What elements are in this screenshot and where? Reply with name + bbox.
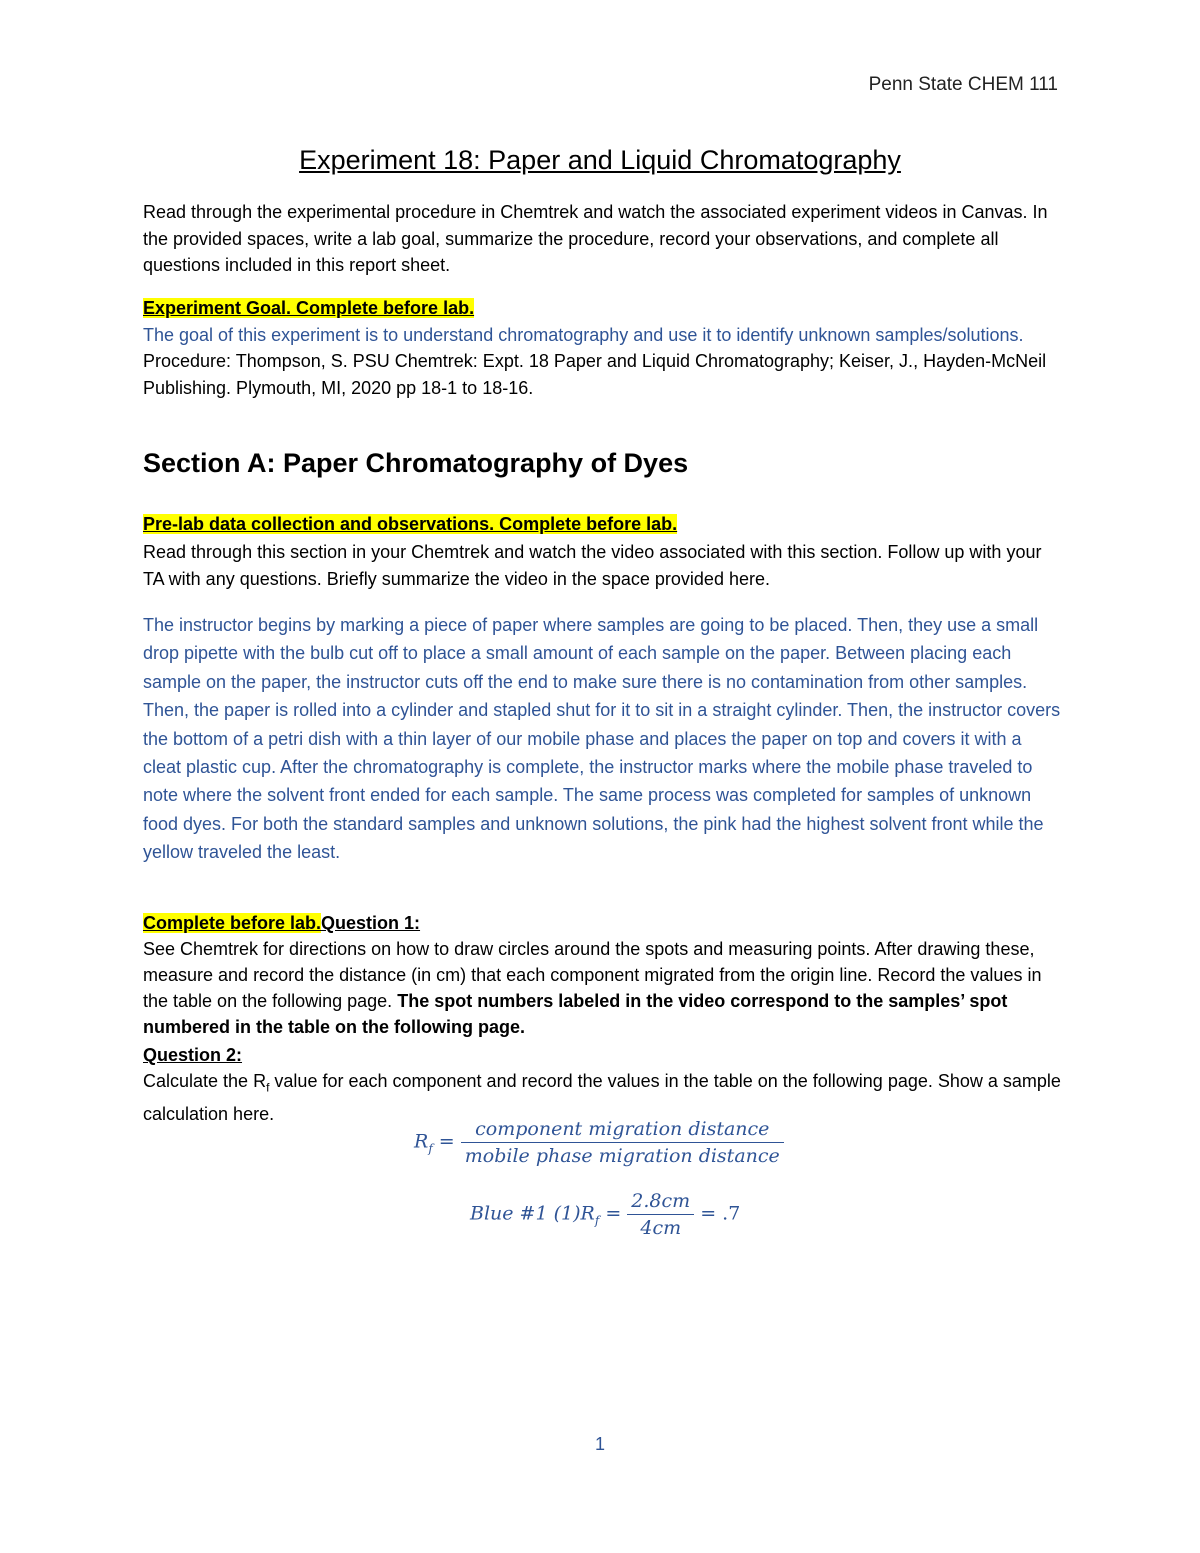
- q1-bold-text: The spot numbers labeled in the video correspond to the samples’ spot numbered in the table on the following page.: [143, 991, 1008, 1037]
- calc-equals: =: [599, 1202, 622, 1225]
- video-summary: The instructor begins by marking a piece of paper where samples are going to be placed. Then, they use a small drop pipette with the bulb cut off to place a small amount of each sample on the paper. Between placing each sample on the paper, the instructor cuts off the end to make sure there is no contamination from other samples. Then, the paper is rolled into a cylinder and stapled shut for it to sit in a straight cylinder. Then, the instructor covers the bottom of a petri dish with a thin layer of our mobile phase and places the paper on top and covers it with a cleat plastic cup. After the chromatography is complete, the instructor marks where the mobile phase traveled to note where the solvent front ended for each sample. The same process was completed for samples of unknown food dyes. For both the standard samples and unknown solutions, the pink had the highest solvent front while the yellow traveled the least.: [143, 615, 1061, 863]
- q2-label: Question 2:: [143, 1045, 243, 1065]
- goal-block: [143, 295, 1063, 401]
- q2-subscript: f: [266, 1080, 270, 1095]
- page-number: 1: [594, 1434, 605, 1454]
- goal-text: The goal of this experiment is to understand chromatography and use it to identify unknown samples/solutions.: [143, 324, 1024, 345]
- rf-numerator: component migration distance: [461, 1118, 784, 1143]
- goal-label: Experiment Goal. Complete before lab.: [143, 298, 475, 318]
- calc-numerator: 2.8cm: [627, 1190, 694, 1215]
- prelab-label: Pre-lab data collection and observations. Complete before lab.: [143, 514, 678, 534]
- calc-lhs: Blue #1 (1)R: [470, 1202, 595, 1225]
- rf-lhs: R: [414, 1130, 429, 1153]
- rf-equals: =: [432, 1130, 455, 1153]
- rf-formula: [414, 1118, 784, 1167]
- course-header: Penn State CHEM 111: [868, 74, 1058, 95]
- sample-calculation: [470, 1190, 740, 1239]
- q1-label-highlight: Complete before lab.: [143, 913, 322, 933]
- question-1-block: [143, 910, 1063, 1040]
- rf-lhs-sub: f: [428, 1141, 433, 1156]
- q2-text-before: Calculate the R: [143, 1071, 267, 1091]
- procedure-citation: Procedure: Thompson, S. PSU Chemtrek: Expt. 18 Paper and Liquid Chromatography; Keiser, J., Hayden-McNeil Publishing. Plymouth, MI, 2020 pp 18-1 to 18-16.: [143, 351, 1047, 398]
- calc-lhs-sub: f: [594, 1213, 600, 1228]
- intro-paragraph: Read through the experimental procedure in Chemtrek and watch the associated experiment videos in Canvas. In the provided spaces, write a lab goal, summarize the procedure, record your observations, and complete all questions included in this report sheet.: [143, 202, 1048, 275]
- question-2-block: [143, 1042, 1063, 1127]
- rf-fraction: [461, 1118, 784, 1167]
- calc-fraction: [627, 1190, 694, 1239]
- q1-label: Question 1:: [321, 913, 421, 933]
- q1-text: See Chemtrek for directions on how to draw circles around the spots and measuring points. After drawing these, measure and record the distance (in cm) that each component migrated from the origin line. Record the values in the table on the following page.: [143, 939, 1042, 1011]
- rf-denominator: mobile phase migration distance: [464, 1145, 780, 1167]
- prelab-block: [143, 511, 1063, 594]
- q2-text-after: value for each component and record the values in the table on the following page. Show a sample calculation here.: [143, 1071, 1061, 1124]
- calc-result: = .7: [700, 1202, 741, 1225]
- section-a-heading: Section A: Paper Chromatography of Dyes: [143, 448, 689, 478]
- page-title: Experiment 18: Paper and Liquid Chromatography: [299, 145, 901, 175]
- prelab-text: Read through this section in your Chemtrek and watch the video associated with this section. Follow up with your TA with any questions. Briefly summarize the video in the space provided here.: [143, 541, 1042, 589]
- calc-denominator: 4cm: [640, 1217, 682, 1239]
